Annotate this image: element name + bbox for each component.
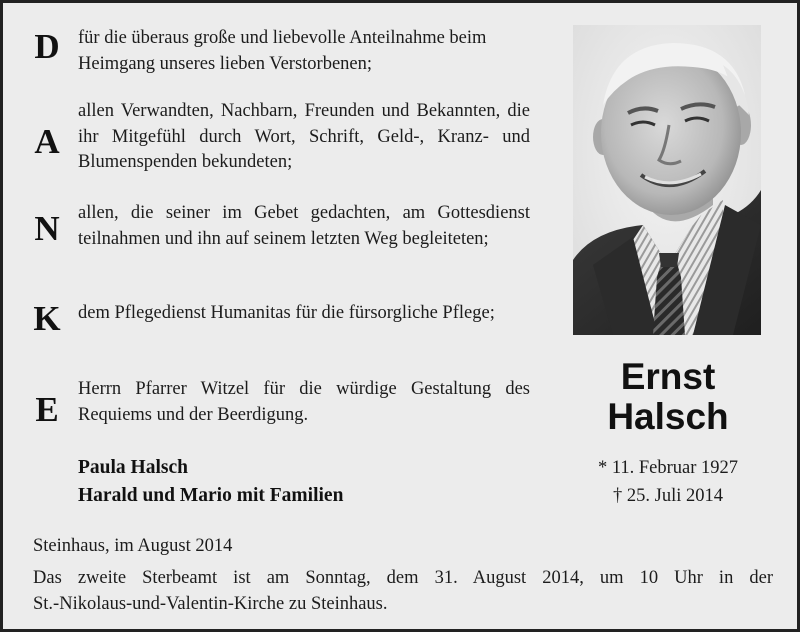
signers bbox=[78, 454, 343, 510]
memorial-mass-note-line: Das zweite Sterbeamt ist am Sonntag, dem 31. August 2014, um 10 Uhr in der bbox=[33, 568, 773, 588]
danke-letter-a: A bbox=[34, 122, 60, 161]
danke-letter-k: K bbox=[33, 299, 61, 338]
thanks-paragraph-care-service: dem Pflegedienst Humanitas für die fürsorgliche Pflege; bbox=[78, 303, 495, 323]
memorial-mass-note-line: St.-Nikolaus-und-Valentin-Kirche zu Steinhaus. bbox=[33, 594, 388, 614]
danke-letter-n: N bbox=[34, 209, 60, 248]
deceased-first-name: Ernst bbox=[620, 356, 716, 397]
place-and-date: Steinhaus, im August 2014 bbox=[33, 536, 233, 556]
danke-letter-e: E bbox=[35, 390, 59, 429]
thanks-paragraph-pastor: Herrn Pfarrer Witzel für die würdige Gestaltung des Requiems und der Beerdigung. bbox=[78, 379, 530, 425]
signer-name: Paula Halsch bbox=[78, 457, 188, 478]
thanks-paragraph-condolence: für die überaus große und liebevolle Anteilnahme beim Heimgang unseres lieben Verstorbenen; bbox=[78, 28, 487, 74]
death-date: † 25. Juli 2014 bbox=[613, 486, 723, 506]
thanks-paragraph-relatives: allen Verwandten, Nachbarn, Freunden und Bekannten, die ihr Mitgefühl durch Wort, Schrift, Geld-, Kranz- und Blumenspenden bekundeten; bbox=[78, 101, 530, 172]
deceased-last-name: Halsch bbox=[607, 396, 729, 437]
birth-date: * 11. Februar 1927 bbox=[597, 458, 739, 478]
portrait-photo bbox=[573, 25, 761, 335]
signer-name: Harald und Mario mit Familien bbox=[78, 485, 344, 506]
memorial-mass-note bbox=[33, 565, 773, 617]
danke-letter-d: D bbox=[34, 27, 60, 66]
thanks-paragraph-prayer: allen, die seiner im Gebet gedachten, am Gottesdienst teilnahmen und ihn auf seinem letzten Weg begleiteten; bbox=[78, 203, 530, 249]
